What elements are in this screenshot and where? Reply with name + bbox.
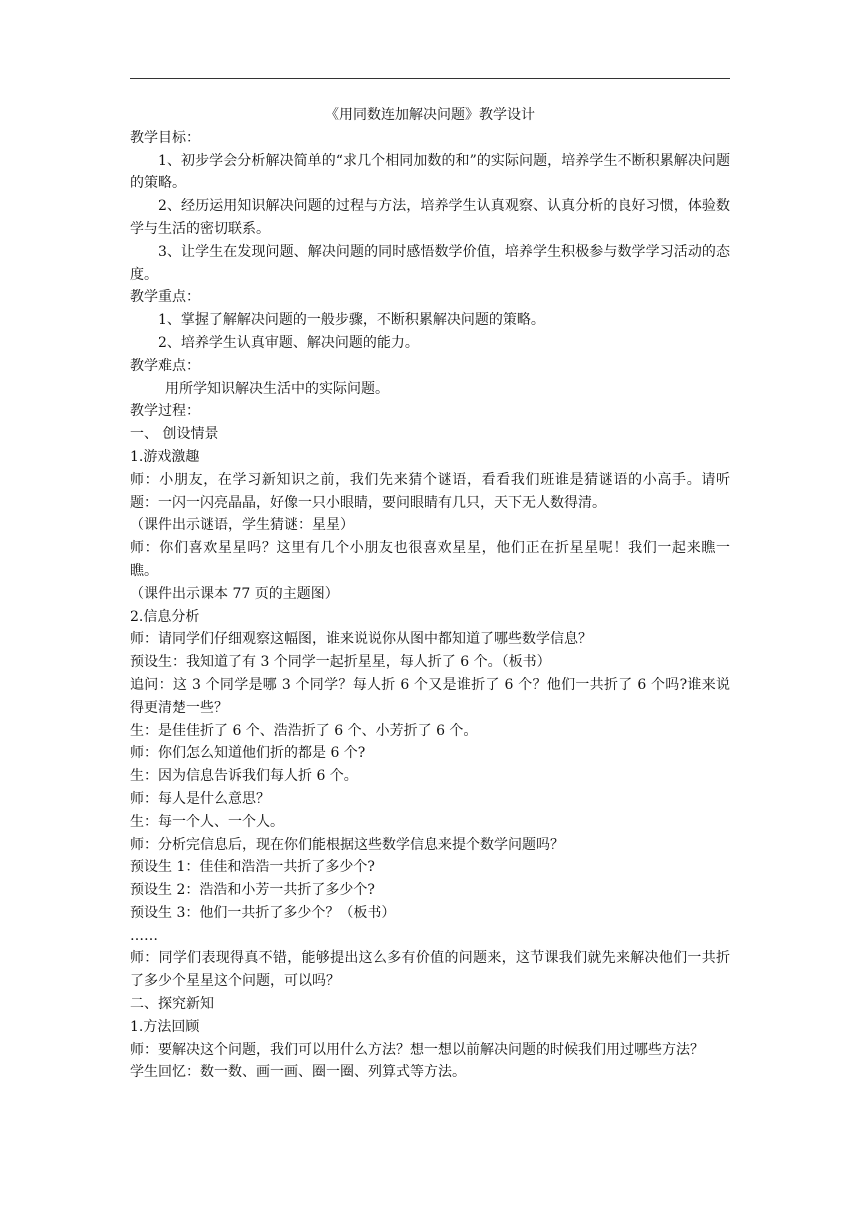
- paragraph: 师：你们喜欢星星吗？这里有几个小朋友也很喜欢星星，他们正在折星星呢！我们一起来瞧一瞧。: [130, 540, 730, 579]
- paragraph: （课件出示课本 77 页的主题图）: [130, 585, 339, 602]
- paragraph: 预设生 1：佳佳和浩浩一共折了多少个?: [130, 859, 375, 876]
- goal-item-3: 3、让学生在发现问题、解决问题的同时感悟数学价值，培养学生积极参与数学学习活动的态度。: [130, 243, 730, 283]
- section-difficulty-heading: 教学难点：: [130, 357, 200, 374]
- key-point-1: 1、掌握了解解决问题的一般步骤，不断积累解决问题的策略。: [158, 312, 545, 329]
- paragraph: 学生回忆：数一数、画一画、圈一圈、列算式等方法。: [130, 1064, 466, 1081]
- document-title: 《用同数连加解决问题》教学设计: [325, 107, 535, 123]
- paragraph: 预设生 2：浩浩和小芳一共折了多少个?: [130, 882, 375, 899]
- paragraph: 师：小朋友，在学习新知识之前，我们先来猜个谜语，看看我们班谁是猜谜语的小高手。请听题：一闪一闪亮晶晶，好像一只小眼睛，要问眼睛有几只，天下无人数得清。: [130, 471, 730, 511]
- section-process-heading: 教学过程：: [130, 403, 200, 420]
- part-1-sub-1-heading: 1.游戏激趣: [130, 448, 200, 465]
- goal-item-1: 1、初步学会分析解决简单的“求几个相同加数的和”的实际问题，培养学生不断积累解决问题的策略。: [130, 152, 730, 192]
- difficulty-item: 用所学知识解决生活中的实际问题。: [165, 380, 389, 397]
- paragraph: 预设生：我知道了有 3 个同学一起折星星，每人折了 6 个。（板书）: [130, 654, 551, 671]
- paragraph: 生：是佳佳折了 6 个、浩浩折了 6 个、小芳折了 6 个。: [130, 722, 478, 739]
- paragraph: （课件出示谜语，学生猜谜：星星）: [130, 517, 354, 534]
- paragraph: 师：每人是什么意思？: [130, 790, 270, 807]
- paragraph: 师：要解决这个问题，我们可以用什么方法？想一想以前解决问题的时候我们用过哪些方法？: [130, 1041, 704, 1058]
- document-body: [130, 104, 730, 1084]
- paragraph: 师：同学们表现得真不错，能够提出这么多有价值的问题来，这节课我们就先来解决他们一共折了多少个星星这个问题，可以吗？: [130, 950, 730, 990]
- part-1-heading: 一、 创设情景: [130, 426, 219, 443]
- section-key-points-heading: 教学重点：: [130, 289, 200, 306]
- paragraph: 师：分析完信息后，现在你们能根据这些数学信息来提个数学问题吗？: [130, 836, 564, 853]
- goal-item-2: 2、经历运用知识解决问题的过程与方法，培养学生认真观察、认真分析的良好习惯，体验数学与生活的密切联系。: [130, 198, 730, 237]
- paragraph: 追问：这 3 个同学是哪 3 个同学？每人折 6 个又是谁折了 6 个？他们一共折了 6 个吗?谁来说得更清楚一些？: [130, 676, 730, 716]
- part-1-sub-2-heading: 2.信息分析: [130, 608, 200, 625]
- part-2-sub-1-heading: 1.方法回顾: [130, 1018, 200, 1035]
- key-point-2: 2、培养学生认真审题、解决问题的能力。: [158, 334, 419, 351]
- ellipsis-line: ……: [130, 927, 158, 944]
- paragraph: 预设生 3：他们一共折了多少个？（板书）: [130, 904, 396, 921]
- section-goals-heading: 教学目标：: [130, 129, 200, 146]
- paragraph: 生：每一个人、一个人。: [130, 813, 284, 830]
- header-rule: [130, 78, 730, 79]
- paragraph: 师：请同学们仔细观察这幅图，谁来说说你从图中都知道了哪些数学信息？: [130, 631, 592, 648]
- part-2-heading: 二、探究新知: [130, 996, 214, 1013]
- paragraph: 师：你们怎么知道他们折的都是 6 个?: [130, 745, 366, 762]
- paragraph: 生：因为信息告诉我们每人折 6 个。: [130, 768, 358, 785]
